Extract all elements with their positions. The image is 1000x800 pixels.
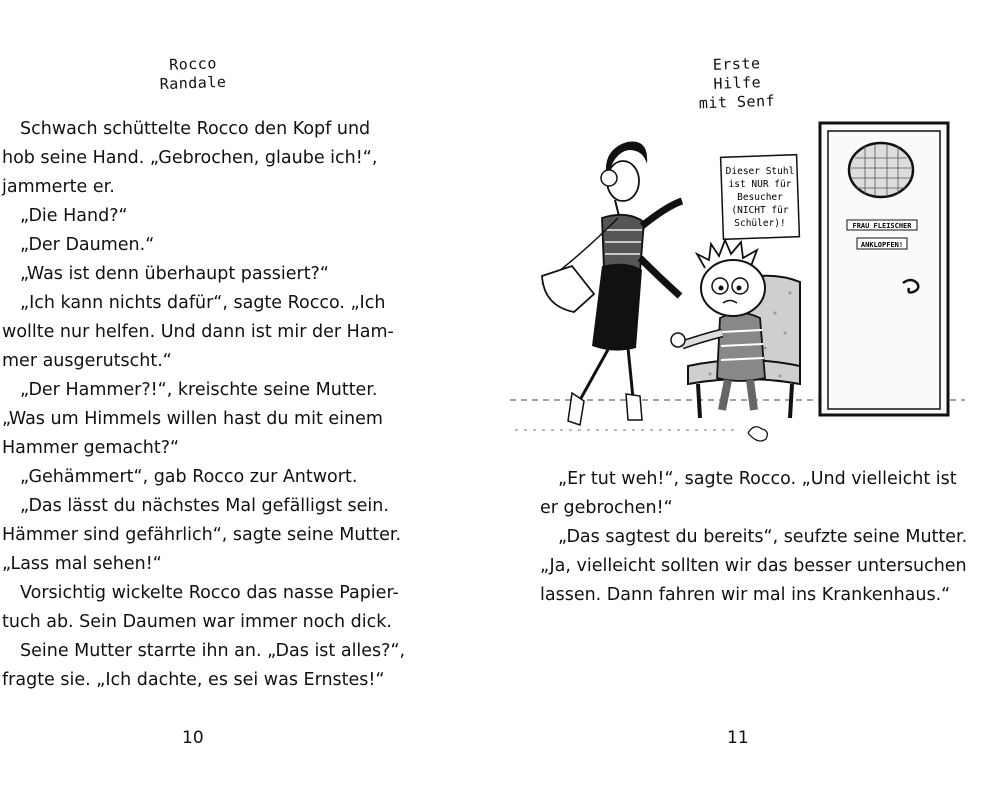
text-line: „Was um Himmels willen hast du mit einem xyxy=(2,409,383,429)
page-number: 10 xyxy=(182,728,204,748)
text-line: wollte nur helfen. Und dann ist mir der Ham- xyxy=(2,322,394,342)
mother-boot-right xyxy=(626,394,642,420)
wall-sign-line: (NICHT für xyxy=(731,205,789,216)
text-line: lassen. Dann fahren wir mal ins Krankenhaus.“ xyxy=(540,585,951,605)
crumpled-tissue xyxy=(748,427,767,441)
page-number: 11 xyxy=(727,728,749,748)
text-line: mer ausgerutscht.“ xyxy=(2,351,172,371)
text-line: „Die Hand?“ xyxy=(20,206,128,226)
paragraph xyxy=(2,579,399,637)
wall-sign-line: ist NUR für xyxy=(728,179,792,190)
text-line: „Das lässt du nächstes Mal gefälligst sein. xyxy=(20,496,389,516)
text-line: „Gehämmert“, gab Rocco zur Antwort. xyxy=(20,467,358,487)
text-line: tuch ab. Sein Daumen war immer noch dick. xyxy=(2,612,392,632)
text-line: jammerte er. xyxy=(2,177,115,197)
text-line: „Der Hammer?!“, kreischte seine Mutter. xyxy=(20,380,378,400)
paragraph xyxy=(2,231,382,260)
office-door xyxy=(820,123,948,415)
running-head-line: mit Senf xyxy=(698,91,776,113)
text-line: Hammer gemacht?“ xyxy=(2,438,180,458)
text-line: Schwach schüttelte Rocco den Kopf und xyxy=(20,119,371,139)
text-line: „Ja, vielleicht sollten wir das besser untersuchen xyxy=(540,556,967,576)
running-head-line: Rocco xyxy=(168,54,218,74)
text-line: „Das sagtest du bereits“, seufzte seine Mutter. xyxy=(558,527,968,547)
text-line: „Der Daumen.“ xyxy=(20,235,155,255)
running-head-line: Erste Hilfe xyxy=(712,54,762,93)
paragraph xyxy=(2,492,402,579)
door-window xyxy=(849,143,913,197)
text-line: „Ich kann nichts dafür“, sagte Rocco. „Ich xyxy=(20,293,386,313)
rocco-boy xyxy=(671,240,765,410)
wall-sign-line: Schüler)! xyxy=(734,218,786,229)
paragraph xyxy=(2,376,382,463)
text-line: Hämmer sind gefährlich“, sagte seine Mutter. xyxy=(2,525,402,545)
running-head-left xyxy=(143,55,243,93)
mother-skirt xyxy=(592,264,642,351)
text-line: Vorsichtig wickelte Rocco das nasse Papier- xyxy=(20,583,399,603)
paragraph xyxy=(2,637,406,695)
text-line: Seine Mutter starrte ihn an. „Das ist alles?“, xyxy=(20,641,406,661)
paragraph xyxy=(2,463,382,492)
text-line: „Er tut weh!“, sagte Rocco. „Und vielleicht ist xyxy=(558,469,957,489)
running-head-right xyxy=(687,55,787,112)
text-line: „Lass mal sehen!“ xyxy=(2,554,162,574)
paragraph xyxy=(2,260,382,289)
wall-sign xyxy=(721,155,800,240)
wall-sign-line: Besucher xyxy=(737,192,783,203)
text-line: er gebrochen!“ xyxy=(540,498,673,518)
paragraph xyxy=(2,115,382,202)
paragraph xyxy=(2,289,394,376)
paragraph xyxy=(2,202,382,231)
right-body-text xyxy=(540,465,968,610)
running-head-line: Randale xyxy=(159,72,227,94)
right-page xyxy=(500,0,1000,800)
paragraph xyxy=(540,523,968,610)
paragraph xyxy=(540,465,960,523)
text-line: hob seine Hand. „Gebrochen, glaube ich!“, xyxy=(2,148,378,168)
illustration-mother-and-rocco xyxy=(510,118,965,448)
left-body-text xyxy=(2,115,406,695)
door-nameplate-text: FRAU FLEISCHER xyxy=(852,222,912,230)
text-line: „Was ist denn überhaupt passiert?“ xyxy=(20,264,329,284)
swollen-thumb xyxy=(671,333,685,347)
text-line: fragte sie. „Ich dachte, es sei was Ernstes!“ xyxy=(2,670,385,690)
door-notice-text: ANKLOPFEN! xyxy=(860,241,904,249)
mother-woman xyxy=(542,141,682,425)
wall-sign-line: Dieser Stuhl xyxy=(725,166,795,177)
handbag xyxy=(542,266,594,312)
